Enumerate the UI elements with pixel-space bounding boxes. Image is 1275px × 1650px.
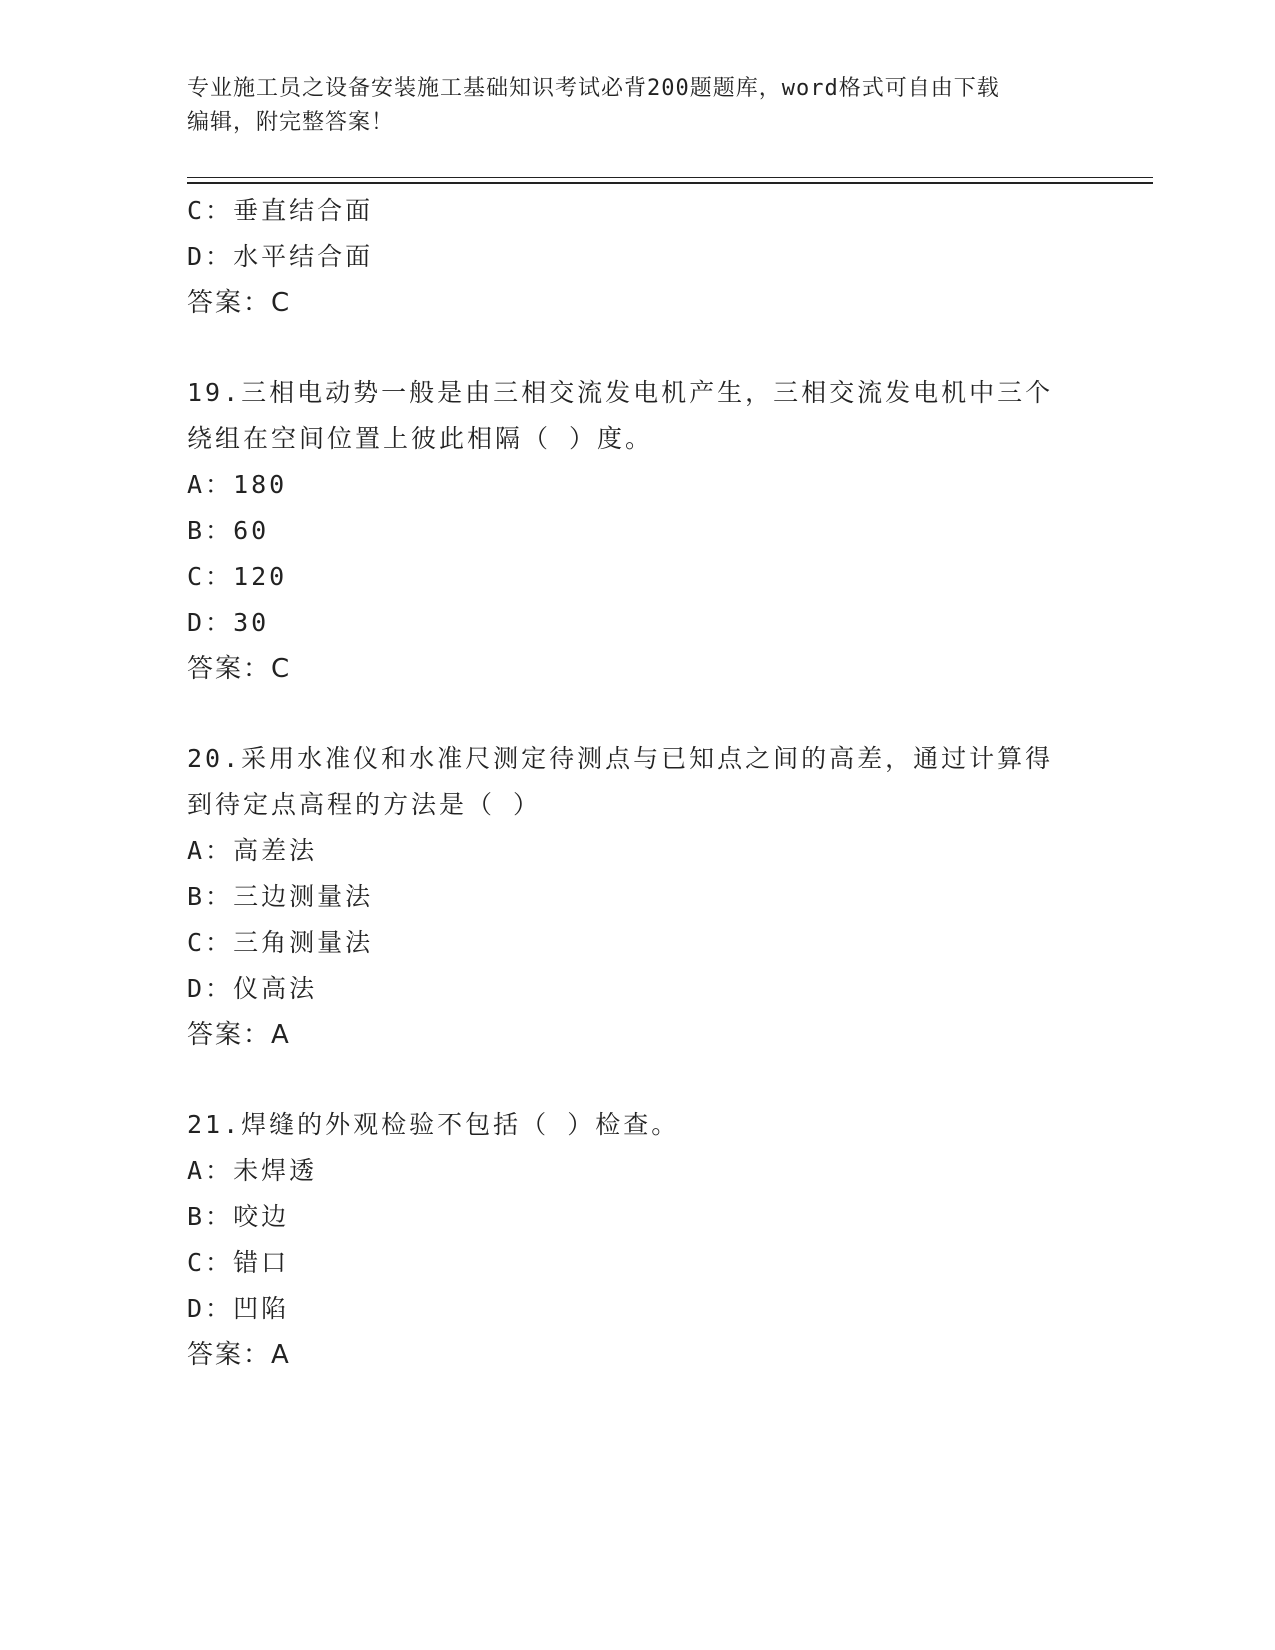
option-c (187, 920, 1107, 966)
header-title-line-2: 编辑，附完整答案！ (187, 110, 395, 135)
option-text: 咬边 (233, 1202, 290, 1231)
option-d (187, 1286, 1107, 1332)
question-18-continued (187, 188, 1107, 326)
question-list (187, 188, 1107, 1378)
document-header (187, 72, 1067, 140)
answer-line: 答案：C (187, 654, 292, 684)
option-text: 30 (233, 608, 270, 637)
answer-line: 答案：A (187, 1020, 291, 1050)
option-label: C： (187, 928, 234, 957)
question-text (187, 370, 1107, 462)
answer-line: 答案：C (187, 288, 292, 318)
option-a (187, 828, 1107, 874)
header-divider-thin (187, 177, 1153, 178)
header-divider-thick (187, 182, 1153, 184)
answer-line: 答案：A (187, 1340, 291, 1370)
option-b (187, 874, 1107, 920)
question-text-line-1: 21.焊缝的外观检验不包括（ ）检查。 (187, 1110, 680, 1139)
option-text: 三角测量法 (233, 928, 374, 957)
option-label: D： (187, 1294, 234, 1323)
option-b (187, 1194, 1107, 1240)
question-text-line-1: 19.三相电动势一般是由三相交流发电机产生，三相交流发电机中三个 (187, 378, 1054, 407)
header-title-line-1: 专业施工员之设备安装施工基础知识考试必背200题题库，word格式可自由下载 (187, 76, 1000, 101)
option-text: 180 (233, 470, 288, 499)
option-label: A： (187, 1156, 234, 1185)
option-c (187, 554, 1107, 600)
option-label: C： (187, 1248, 234, 1277)
option-text: 60 (233, 516, 270, 545)
option-label: A： (187, 470, 234, 499)
question-text (187, 736, 1107, 828)
option-label: B： (187, 882, 234, 911)
option-a (187, 1148, 1107, 1194)
option-label: D： (187, 608, 234, 637)
question-20 (187, 736, 1107, 1058)
option-label: A： (187, 836, 234, 865)
spacer (187, 326, 1107, 370)
option-text: 高差法 (233, 836, 318, 865)
option-text: 120 (233, 562, 288, 591)
option-text: 凹陷 (233, 1294, 290, 1323)
spacer (187, 1058, 1107, 1102)
option-label: C： (187, 562, 234, 591)
option-c (187, 188, 1107, 234)
spacer (187, 692, 1107, 736)
option-text: 错口 (233, 1248, 290, 1277)
option-label: B： (187, 1202, 234, 1231)
question-text-line-2: 到待定点高程的方法是（ ） (187, 790, 542, 819)
question-text (187, 1102, 1107, 1148)
question-text-line-2: 绕组在空间位置上彼此相隔（ ）度。 (187, 424, 654, 453)
option-d (187, 966, 1107, 1012)
option-label: D： (187, 974, 234, 1003)
question-text-line-1: 20.采用水准仪和水准尺测定待测点与已知点之间的高差，通过计算得 (187, 744, 1054, 773)
option-a (187, 462, 1107, 508)
option-text: 垂直结合面 (233, 196, 374, 225)
option-d (187, 600, 1107, 646)
option-d (187, 234, 1107, 280)
option-label: D： (187, 242, 234, 271)
option-label: C： (187, 196, 234, 225)
option-text: 仪高法 (233, 974, 318, 1003)
option-c (187, 1240, 1107, 1286)
option-label: B： (187, 516, 234, 545)
question-21 (187, 1102, 1107, 1378)
option-text: 三边测量法 (233, 882, 374, 911)
option-b (187, 508, 1107, 554)
option-text: 未焊透 (233, 1156, 318, 1185)
option-text: 水平结合面 (233, 242, 374, 271)
question-19 (187, 370, 1107, 692)
